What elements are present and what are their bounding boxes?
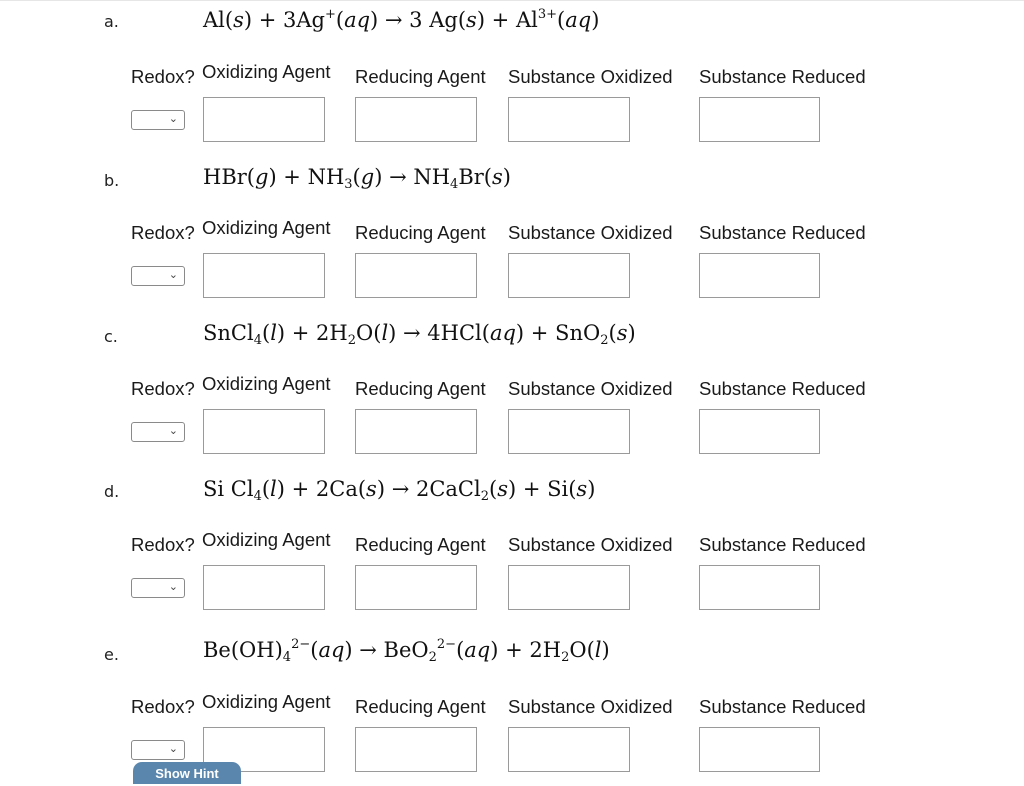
reducing-agent-input[interactable] xyxy=(355,727,477,772)
equation: Si $Cl_4(l) + 2Ca(s)$ → 2CaCl$_2$(s) + Si(s) xyxy=(203,477,596,504)
oxidizing-agent-input[interactable] xyxy=(203,409,325,454)
oxidizing-agent-input[interactable] xyxy=(203,97,325,142)
substance-oxidized-label: Substance Oxidized xyxy=(508,534,673,555)
substance-reduced-label: Substance Reduced xyxy=(699,222,866,243)
substance-oxidized-input[interactable] xyxy=(508,97,630,142)
question-d xyxy=(0,468,1024,626)
chevron-down-icon: ⌄ xyxy=(168,742,178,755)
question-b xyxy=(0,156,1024,314)
substance-reduced-label: Substance Reduced xyxy=(699,378,866,399)
oxidizing-agent-input[interactable] xyxy=(203,565,325,610)
question-letter: b. xyxy=(104,171,120,190)
reducing-agent-input[interactable] xyxy=(355,97,477,142)
substance-oxidized-input[interactable] xyxy=(508,565,630,610)
redox-select[interactable] xyxy=(131,266,185,286)
substance-reduced-input[interactable] xyxy=(699,565,820,610)
reducing-agent-label: Reducing Agent xyxy=(355,222,486,243)
question-letter: a. xyxy=(104,12,119,31)
equation: Al(s) + 3Ag+(aq) → 3 $Ag(s) + Al^{3+}(aq)$ xyxy=(203,7,600,32)
substance-reduced-input[interactable] xyxy=(699,97,820,142)
question-letter: c. xyxy=(104,327,118,346)
substance-oxidized-label: Substance Oxidized xyxy=(508,378,673,399)
substance-reduced-label: Substance Reduced xyxy=(699,66,866,87)
substance-reduced-label: Substance Reduced xyxy=(699,696,866,717)
question-letter: d. xyxy=(104,482,120,501)
chevron-down-icon: ⌄ xyxy=(168,580,178,593)
substance-reduced-input[interactable] xyxy=(699,727,820,772)
substance-oxidized-input[interactable] xyxy=(508,253,630,298)
question-a xyxy=(0,0,1024,158)
equation: $Be(OH)_4^{2-}(aq) \to BeO_2^{2-}(aq) + 2H_2O(l)$ xyxy=(203,637,610,665)
redox-select[interactable] xyxy=(131,422,185,442)
oxidizing-agent-label: Oxidizing Agent xyxy=(202,691,331,712)
redox-select[interactable] xyxy=(131,578,185,598)
chevron-down-icon: ⌄ xyxy=(168,112,178,125)
question-letter: e. xyxy=(104,645,119,664)
redox-select[interactable] xyxy=(131,110,185,130)
redox-select[interactable] xyxy=(131,740,185,760)
equation: $HBr(g) + NH_3(g) \to NH_4Br(s)$ xyxy=(203,165,511,192)
substance-oxidized-input[interactable] xyxy=(508,727,630,772)
reducing-agent-input[interactable] xyxy=(355,253,477,298)
substance-oxidized-input[interactable] xyxy=(508,409,630,454)
redox-label: Redox? xyxy=(131,534,195,555)
reducing-agent-label: Reducing Agent xyxy=(355,66,486,87)
equation: SnCl$_4$(l) + $2H_2O(l) \to 4HCl(aq) + SnO_2(s)$ xyxy=(203,321,636,348)
redox-label: Redox? xyxy=(131,696,195,717)
substance-reduced-input[interactable] xyxy=(699,253,820,298)
question-e xyxy=(0,630,1024,780)
substance-oxidized-label: Substance Oxidized xyxy=(508,696,673,717)
reducing-agent-label: Reducing Agent xyxy=(355,378,486,399)
reducing-agent-label: Reducing Agent xyxy=(355,696,486,717)
question-c xyxy=(0,312,1024,470)
substance-reduced-label: Substance Reduced xyxy=(699,534,866,555)
oxidizing-agent-label: Oxidizing Agent xyxy=(202,61,331,82)
oxidizing-agent-label: Oxidizing Agent xyxy=(202,217,331,238)
oxidizing-agent-label: Oxidizing Agent xyxy=(202,529,331,550)
substance-oxidized-label: Substance Oxidized xyxy=(508,222,673,243)
redox-label: Redox? xyxy=(131,222,195,243)
reducing-agent-input[interactable] xyxy=(355,409,477,454)
show-hint-button[interactable]: Show Hint xyxy=(133,762,241,784)
chevron-down-icon: ⌄ xyxy=(168,268,178,281)
reducing-agent-label: Reducing Agent xyxy=(355,534,486,555)
substance-reduced-input[interactable] xyxy=(699,409,820,454)
oxidizing-agent-label: Oxidizing Agent xyxy=(202,373,331,394)
reducing-agent-input[interactable] xyxy=(355,565,477,610)
substance-oxidized-label: Substance Oxidized xyxy=(508,66,673,87)
oxidizing-agent-input[interactable] xyxy=(203,253,325,298)
chevron-down-icon: ⌄ xyxy=(168,424,178,437)
redox-label: Redox? xyxy=(131,66,195,87)
redox-label: Redox? xyxy=(131,378,195,399)
